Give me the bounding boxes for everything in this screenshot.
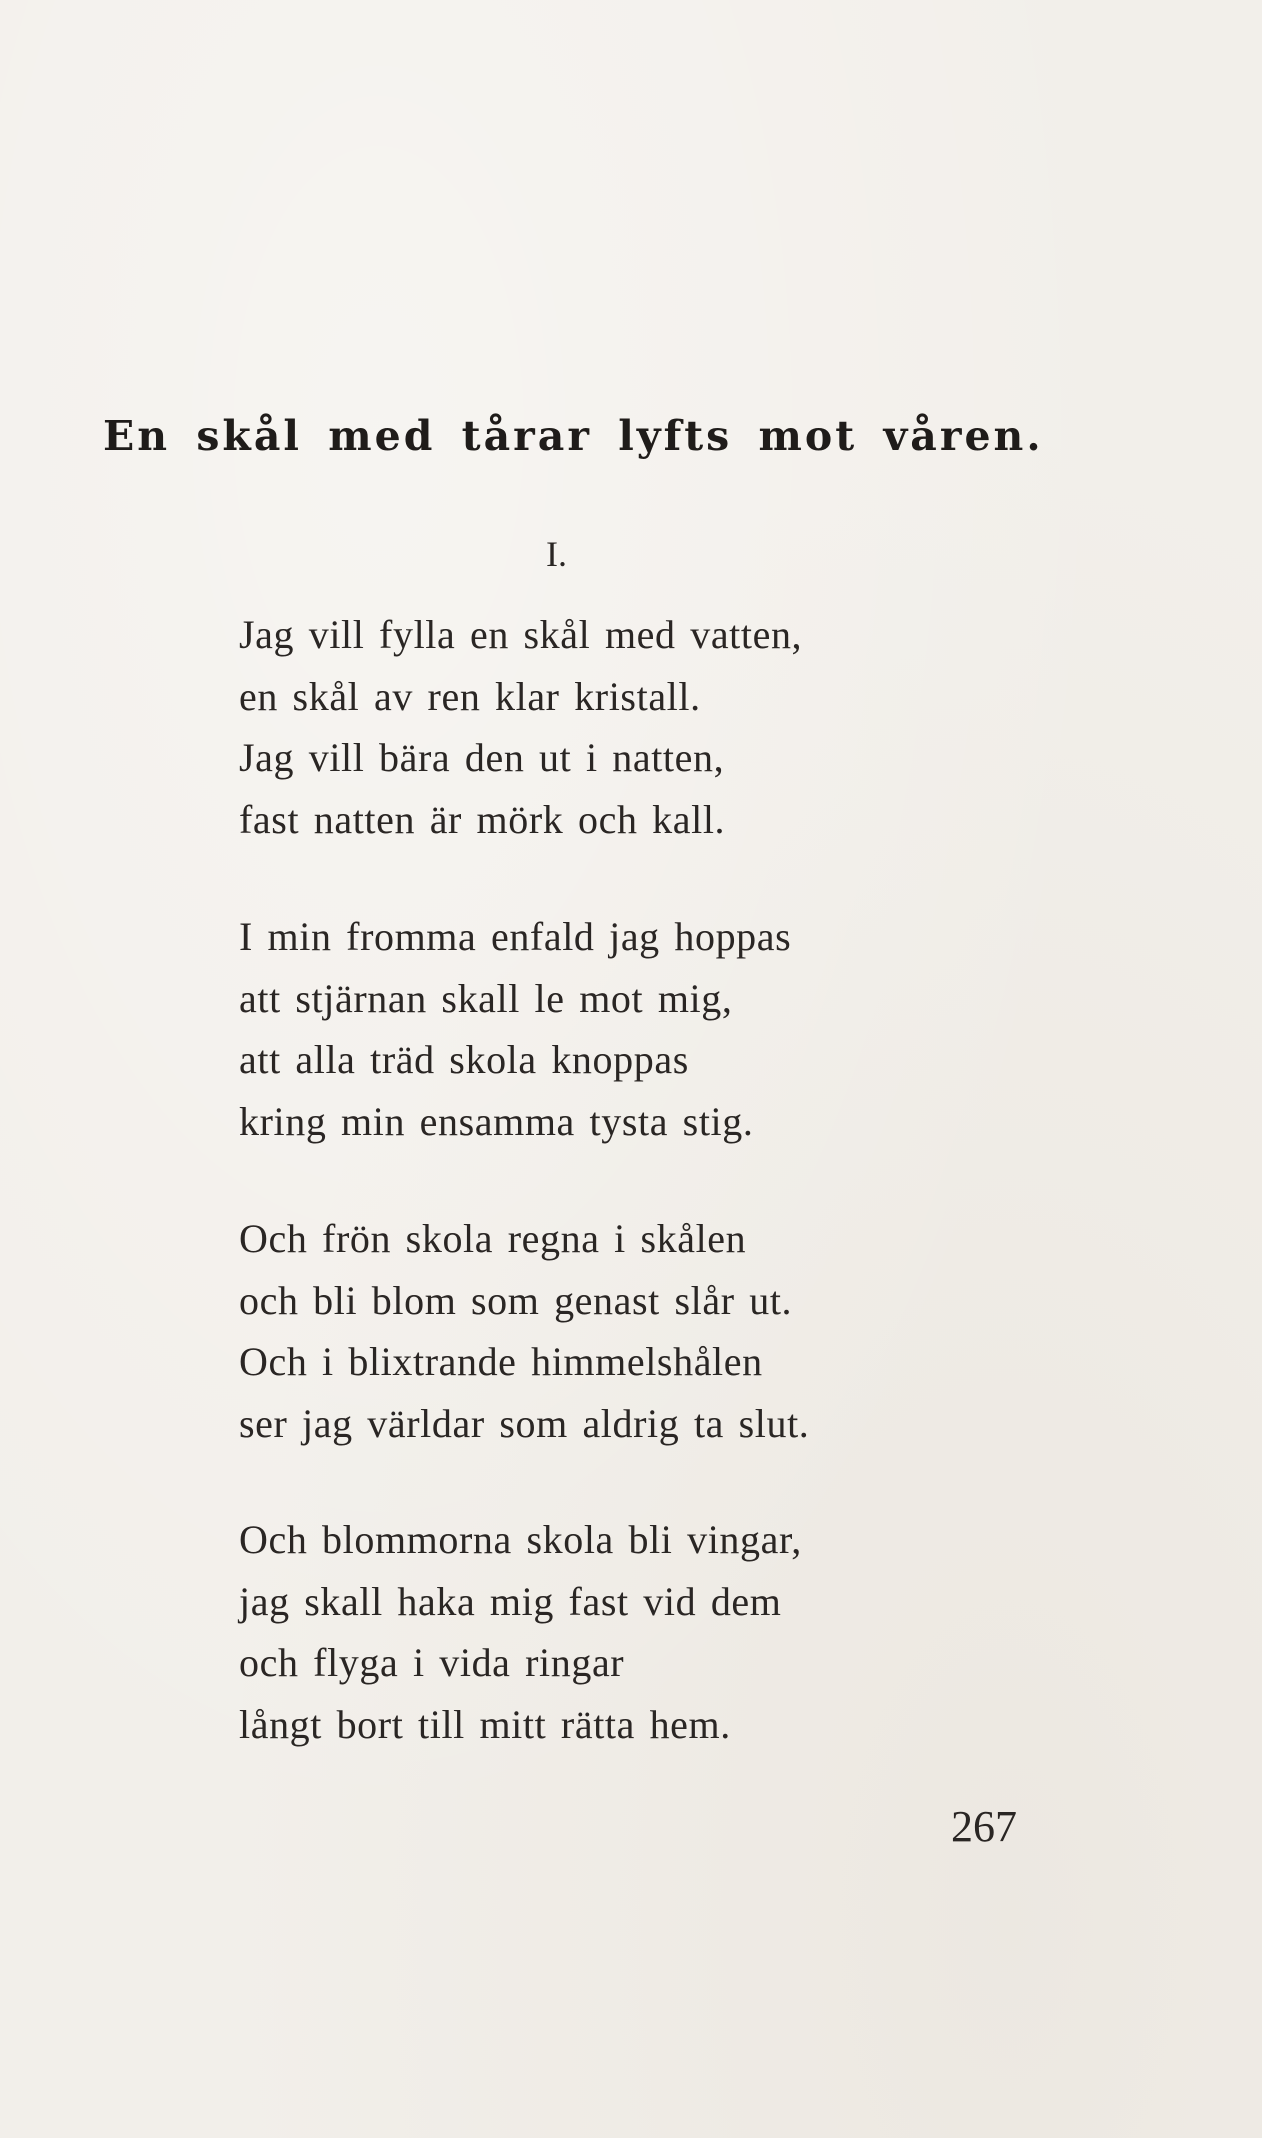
verse-line: kring min ensamma tysta stig. <box>239 1098 754 1144</box>
verse-line: att stjärnan skall le mot mig, <box>239 975 733 1021</box>
poem-title: En skål med tårar lyfts mot våren. <box>103 412 1044 460</box>
stanza-3 <box>239 1216 810 1465</box>
verse-line: långt bort till mitt rätta hem. <box>239 1701 731 1747</box>
stanza-1 <box>239 612 803 861</box>
verse-line: Och frön skola regna i skålen <box>239 1216 747 1261</box>
verse-line: Och blommorna skola bli vingar, <box>239 1517 802 1562</box>
stanza-4 <box>239 1517 802 1766</box>
verse-line: Jag vill fylla en skål med vatten, <box>239 612 803 657</box>
verse-line: Jag vill bära den ut i natten, <box>239 735 725 780</box>
verse-line: och flyga i vida ringar <box>239 1640 625 1685</box>
verse-line: och bli blom som genast slår ut. <box>239 1277 793 1323</box>
verse-line: I min fromma enfald jag hoppas <box>239 914 792 959</box>
section-numeral: I. <box>546 534 567 574</box>
verse-line: Och i blixtrande himmelshålen <box>239 1339 763 1384</box>
verse-line: att alla träd skola knoppas <box>239 1037 689 1082</box>
verse-line: ser jag världar som aldrig ta slut. <box>239 1400 810 1446</box>
verse-line: jag skall haka mig fast vid dem <box>239 1578 782 1624</box>
verse-line: fast natten är mörk och kall. <box>239 796 726 842</box>
stanza-2 <box>239 914 792 1163</box>
verse-line: en skål av ren klar kristall. <box>239 673 701 719</box>
page-number: 267 <box>951 1802 1017 1851</box>
